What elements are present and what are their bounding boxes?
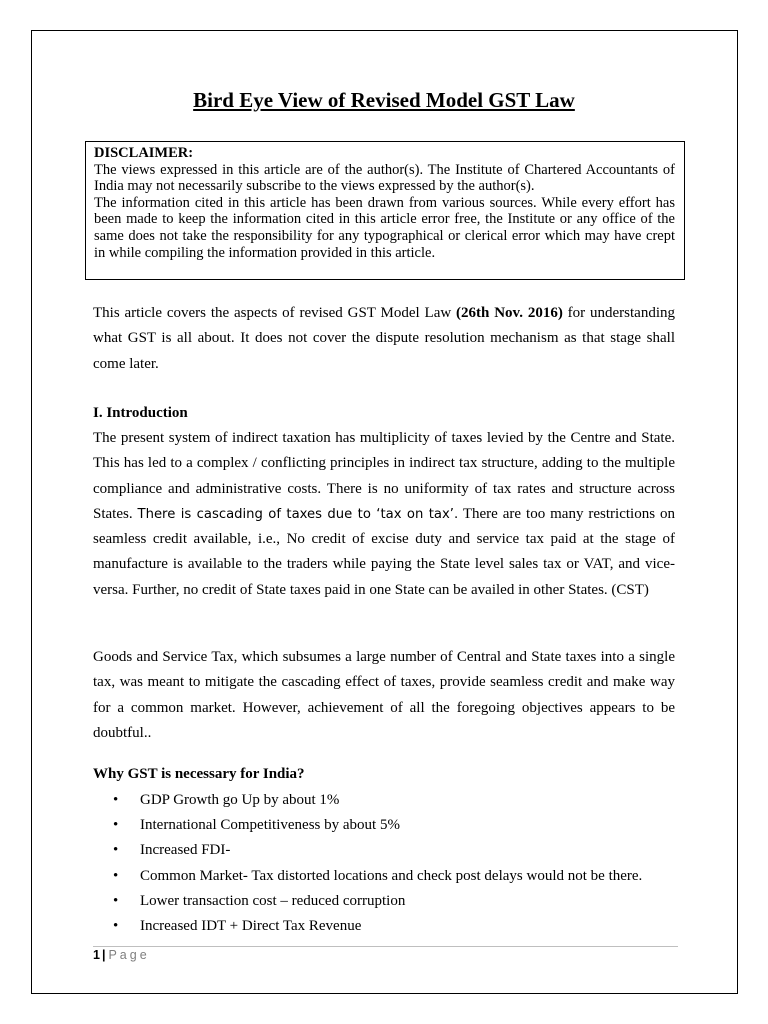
intro-para1-cascading-sentence: There is cascading of taxes due to ‘tax on tax’. <box>137 506 459 522</box>
intro-date: (26th Nov. 2016) <box>456 305 563 321</box>
bullet-icon: • <box>113 867 119 884</box>
introduction-paragraph-2: Goods and Service Tax, which subsumes a large number of Central and State taxes into a single tax, was meant to mitigate the cascading effect of taxes, provide seamless credit and make way for a common market. However, achievement of all the foregoing objectives appears to be doubtful.. <box>93 649 675 741</box>
footer-divider <box>93 946 678 947</box>
list-item <box>113 889 673 914</box>
disclaimer-paragraph-2: The information cited in this article has been drawn from various sources. While every effort has been made to keep the information cited in this article error free, the Institute or any office of the same does not take the responsibility for any typographical or clerical error which may have crept in while compiling the information provided in this article. <box>94 194 675 261</box>
intro-para1-part3: There are too many restrictions on seamless credit available, i.e., No credit of excise duty and service tax paid at the stage of manufacture is available to the traders while paying the State level sales tax or VAT, and vice-versa. Further, no credit of State taxes paid in one State can be availed in other States. (CST) <box>93 505 675 598</box>
page-label: Page <box>108 948 150 962</box>
list-item-text: International Competitiveness by about 5% <box>140 817 400 834</box>
intro-text-start: This article covers the aspects of revised GST Model Law <box>93 305 457 321</box>
disclaimer-box <box>85 141 685 280</box>
disclaimer-paragraph-1: The views expressed in this article are of the author(s). The Institute of Chartered Accountants of India may not necessarily subscribe to the views expressed by the author(s). <box>94 161 675 195</box>
list-item <box>113 813 673 838</box>
bullet-icon: • <box>113 892 119 909</box>
list-item-text: Common Market- Tax distorted locations and check post delays would not be there. <box>140 867 643 884</box>
bullet-icon: • <box>113 792 119 808</box>
why-gst-heading: Why GST is necessary for India? <box>93 766 305 782</box>
bullet-icon: • <box>113 817 119 834</box>
intro-text-end: for understanding what GST is all about. It does not cover the dispute resolution mechanism as that stage shall come later. <box>93 305 675 372</box>
section-heading-introduction: I. Introduction <box>93 405 188 421</box>
page-footer <box>93 948 150 962</box>
footer-separator: | <box>101 948 106 962</box>
list-item <box>113 838 673 863</box>
intro-paragraph <box>93 301 675 377</box>
list-item <box>113 864 673 889</box>
list-item-text: GDP Growth go Up by about 1% <box>140 792 340 808</box>
introduction-paragraph-1 <box>93 426 675 603</box>
list-item <box>113 788 673 813</box>
list-item-text: Increased IDT + Direct Tax Revenue <box>140 918 362 935</box>
disclaimer-heading: DISCLAIMER: <box>94 145 194 161</box>
why-gst-list <box>113 788 673 939</box>
intro-para1-part1: The present system of indirect taxation has multiplicity of taxes levied by the Centre and State. This has led to a complex / conflicting principles in indirect tax structure, adding to the multiple compliance and administrative costs. There is no uniformity of tax rates and structure across States. <box>93 430 675 522</box>
document-title: Bird Eye View of Revised Model GST Law <box>193 88 575 112</box>
bullet-icon: • <box>113 918 119 935</box>
list-item-text: Increased FDI- <box>140 842 231 859</box>
bullet-icon: • <box>113 842 119 859</box>
list-item-text: Lower transaction cost – reduced corruption <box>140 892 406 909</box>
list-item <box>113 914 673 939</box>
page-number: 1 <box>93 948 100 962</box>
